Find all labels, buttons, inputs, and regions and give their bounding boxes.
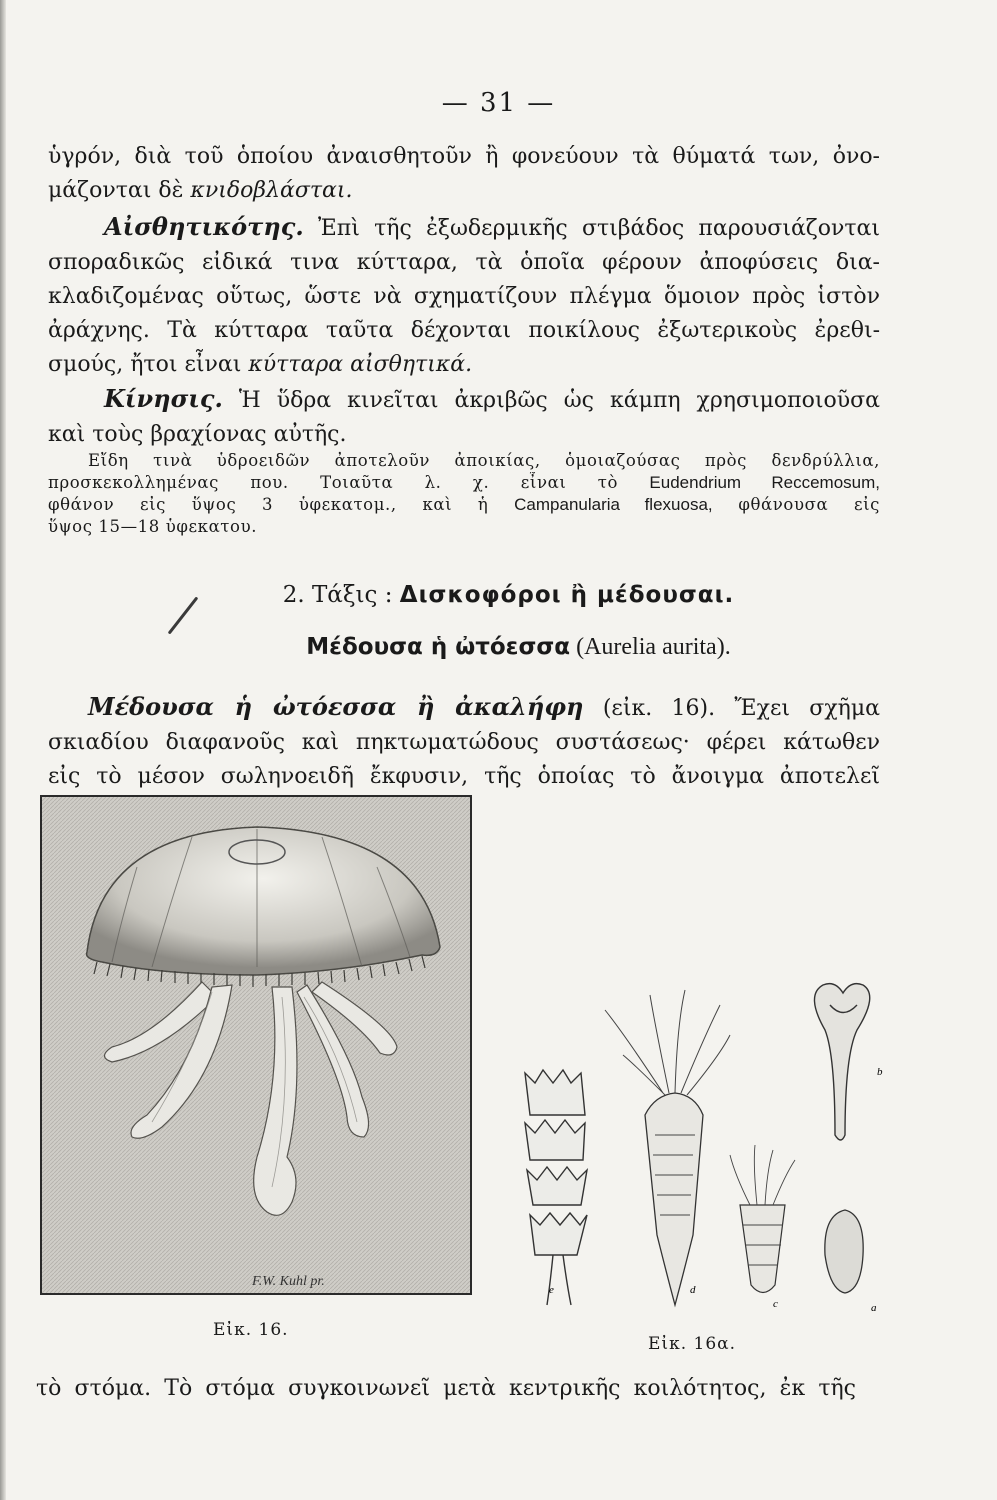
figure-16a-caption: Εἰκ. 16α. xyxy=(648,1334,737,1354)
figure-16a-hydroid-stages xyxy=(505,975,885,1320)
text-span: Ἐπὶ τῆς ἐξωδερμικῆς στιβάδος παρουσιάζονται xyxy=(303,216,880,241)
order-heading xyxy=(10,582,997,608)
figure-16-jellyfish xyxy=(40,795,472,1295)
fig16a-label-d: d xyxy=(690,1284,696,1296)
engraver-signature: F.W. Kuhl pr. xyxy=(252,1274,325,1289)
text-span: σμούς, ἤτοι εἶναι xyxy=(48,352,249,377)
fig16a-label-b: b xyxy=(877,1066,883,1078)
species-heading xyxy=(20,634,997,661)
paragraph-description xyxy=(48,690,880,794)
paragraph-continuation xyxy=(36,1372,856,1406)
strobila-stack xyxy=(525,1070,587,1305)
scyphistoma-polyp xyxy=(605,990,730,1305)
fig16a-label-e: e xyxy=(549,1284,554,1296)
paragraph-nematocysts xyxy=(48,140,880,208)
text-span: Ἡ ὕδρα κινεῖται ἀκριβῶς ὡς κάμπη χρησιμοποιοῦσα xyxy=(222,388,880,413)
text-line: ὕψος 15—18 ὑφεκατου. xyxy=(48,517,258,536)
species-name-greek: Μέδουσα ἡ ὠτόεσσα xyxy=(306,634,571,660)
text-span: μάζονται δὲ xyxy=(48,178,191,203)
hydroid-stages-illustration xyxy=(505,975,885,1320)
figure-16-caption: Εἰκ. 16. xyxy=(213,1320,289,1340)
text-line xyxy=(48,450,880,472)
text-span: (εἰκ. 16). Ἔχει σχῆμα xyxy=(583,696,880,721)
text-line: καὶ τοὺς βραχίονας αὐτῆς. xyxy=(48,422,347,447)
text-span: Εἴδη τινὰ ὑδροειδῶν ἀποτελοῦν ἀποικίας, ὁμοιαζούσας πρὸς δενδρύλλια, xyxy=(88,451,880,470)
text-span: φθάνον εἰς ὕψος 3 ὑφεκατομ., καὶ ἡ xyxy=(48,495,515,514)
planula-bottom xyxy=(825,1210,863,1293)
text-line: σποραδικῶς εἰδικά τινα κύτταρα, τὰ ὁποῖα φέρουν ἀποφύσεις δια- xyxy=(48,250,880,275)
text-line xyxy=(48,174,880,208)
text-line: σκιαδίου διαφανοῦς καὶ πηκτωματώδους συστάσεως· φέρει κάτωθεν xyxy=(48,730,880,755)
paragraph-sensitivity xyxy=(48,210,880,382)
text-line: εἰς τὸ μέσον σωληνοειδῆ ἔκφυσιν, τῆς ὁποίας τὸ ἄνοιγμα ἀποτελεῖ xyxy=(48,764,880,789)
heading-number: 2. Τάξις : xyxy=(282,582,400,608)
text-line: τὸ στόμα. Τὸ στόμα συγκοινωνεῖ μετὰ κεντρικῆς κοιλότητος, ἐκ τῆς xyxy=(36,1376,856,1401)
latin-name-eudendrium: Eudendrium Reccemosum, xyxy=(649,473,880,492)
section-lead-sensitivity: Αἰσθητικότης. xyxy=(104,212,304,241)
text-line xyxy=(48,690,880,726)
heading-title: Δισκοφόροι ἢ μέδουσαι. xyxy=(399,582,735,608)
text-line xyxy=(48,382,880,418)
text-line xyxy=(48,494,880,516)
term-cnidoblasts: κνιδοβλάσται. xyxy=(190,178,353,203)
page-binding-shadow xyxy=(0,0,6,1500)
text-line: ὑγρόν, διὰ τοῦ ὁποίου ἀναισθητοῦν ἢ φονεύουν τὰ θύματά των, ὀνο- xyxy=(48,144,880,169)
planula-top xyxy=(814,984,869,1140)
fig16a-label-c: c xyxy=(773,1298,778,1310)
text-span: προσκεκολλημένας που. Τοιαῦτα λ. χ. εἶναι τὸ xyxy=(48,473,650,492)
paragraph-movement xyxy=(48,382,880,452)
text-span: φθάνουσα εἰς xyxy=(712,495,880,514)
text-line xyxy=(48,210,880,246)
text-line xyxy=(48,472,880,494)
species-name-latin: (Aurelia aurita). xyxy=(570,634,731,660)
page-number: — 31 — xyxy=(441,88,556,118)
term-sensory-cells: κύτταρα αἰσθητικά. xyxy=(248,352,473,377)
text-line xyxy=(48,348,880,382)
small-print-note xyxy=(48,450,880,538)
jellyfish-illustration xyxy=(42,797,470,1293)
ephyra-polyp xyxy=(730,1145,795,1293)
fig16a-label-a: a xyxy=(871,1302,877,1314)
latin-name-campanularia: Campanularia flexuosa, xyxy=(514,495,713,514)
description-lead: Μέδουσα ἡ ὠτόεσσα ἢ ἀκαλήφη xyxy=(88,692,584,721)
text-line: ἀράχνης. Τὰ κύτταρα ταῦτα δέχονται ποικίλους ἐξωτερικοὺς ἐρεθι- xyxy=(48,318,880,343)
text-line: κλαδιζομένας οὕτως, ὥστε νὰ σχηματίζουν πλέγμα ὅμοιον πρὸς ἱστὸν xyxy=(48,284,880,309)
section-lead-movement: Κίνησις. xyxy=(104,384,223,413)
